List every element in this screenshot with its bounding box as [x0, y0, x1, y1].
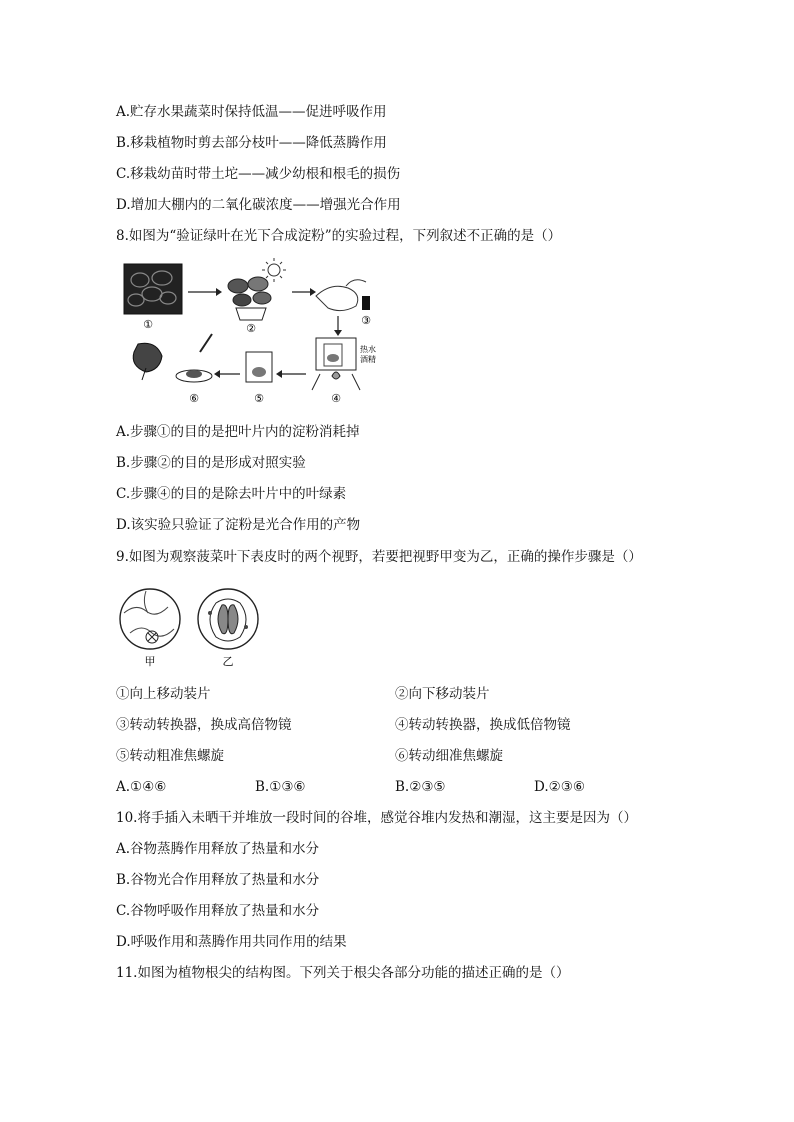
q9-answer-c: B.②③⑤	[395, 779, 446, 795]
q8-option-d: D.该实验只验证了淀粉是光合作用的产物	[116, 517, 361, 533]
q9-step-1: ①向上移动装片	[116, 686, 211, 702]
q7-option-b: B.移栽植物时剪去部分枝叶——降低蒸腾作用	[116, 135, 387, 151]
q9-label-yi: 乙	[222, 655, 234, 668]
q8-label-2: ②	[246, 322, 256, 335]
q10-option-d: D.呼吸作用和蒸腾作用共同作用的结果	[116, 934, 347, 950]
q9-step-6: ⑥转动细准焦螺旋	[395, 748, 503, 764]
q10-option-a: A.谷物蒸腾作用释放了热量和水分	[116, 841, 320, 857]
q8-option-a: A.步骤①的目的是把叶片内的淀粉消耗掉	[116, 424, 360, 440]
sun-icon	[262, 258, 286, 282]
q8-label-6: ⑥	[189, 392, 199, 405]
q11-stem: 11.如图为植物根尖的结构图。下列关于根尖各部分功能的描述正确的是（）	[116, 965, 570, 981]
q10-stem: 10.将手插入未晒干并堆放一段时间的谷堆，感觉谷堆内发热和潮湿，这主要是因为（）	[116, 810, 637, 826]
q8-label-1: ①	[143, 318, 153, 331]
q7-option-a: A.贮存水果蔬菜时保持低温——促进呼吸作用	[116, 104, 387, 120]
q9-step-5: ⑤转动粗准焦螺旋	[116, 748, 224, 764]
q10-option-b: B.谷物光合作用释放了热量和水分	[116, 872, 320, 888]
q9-step-4: ④转动转换器，换成低倍物镜	[395, 717, 571, 733]
q9-step-2: ②向下移动装片	[395, 686, 490, 702]
q9-answer-d: D.②③⑥	[534, 779, 585, 795]
q8-experiment-figure	[116, 256, 386, 406]
q7-option-d: D.增加大棚内的二氧化碳浓度——增强光合作用	[116, 197, 401, 213]
q8-option-b: B.步骤②的目的是形成对照实验	[116, 455, 306, 471]
q8-label-3: ③	[361, 314, 371, 327]
q9-microscope-fields-figure	[116, 583, 276, 673]
q8-text-alcohol: 酒精	[360, 355, 376, 364]
q9-stem: 9.如图为观察菠菜叶下表皮时的两个视野，若要把视野甲变为乙，正确的操作步骤是（）	[116, 549, 642, 565]
q9-step-3: ③转动转换器，换成高倍物镜	[116, 717, 292, 733]
q8-label-5: ⑤	[254, 392, 264, 405]
q9-answer-a: A.①④⑥	[116, 779, 167, 795]
q9-label-jia: 甲	[144, 655, 156, 668]
q9-answer-b: B.①③⑥	[255, 779, 306, 795]
q8-text-hot-water: 热水	[360, 345, 376, 354]
q10-option-c: C.谷物呼吸作用释放了热量和水分	[116, 903, 320, 919]
q8-label-4: ④	[331, 392, 341, 405]
q8-stem: 8.如图为“验证绿叶在光下合成淀粉”的实验过程，下列叙述不正确的是（）	[116, 228, 562, 244]
q7-option-c: C.移栽幼苗时带土坨——减少幼根和根毛的损伤	[116, 166, 401, 182]
q8-option-c: C.步骤④的目的是除去叶片中的叶绿素	[116, 486, 347, 502]
